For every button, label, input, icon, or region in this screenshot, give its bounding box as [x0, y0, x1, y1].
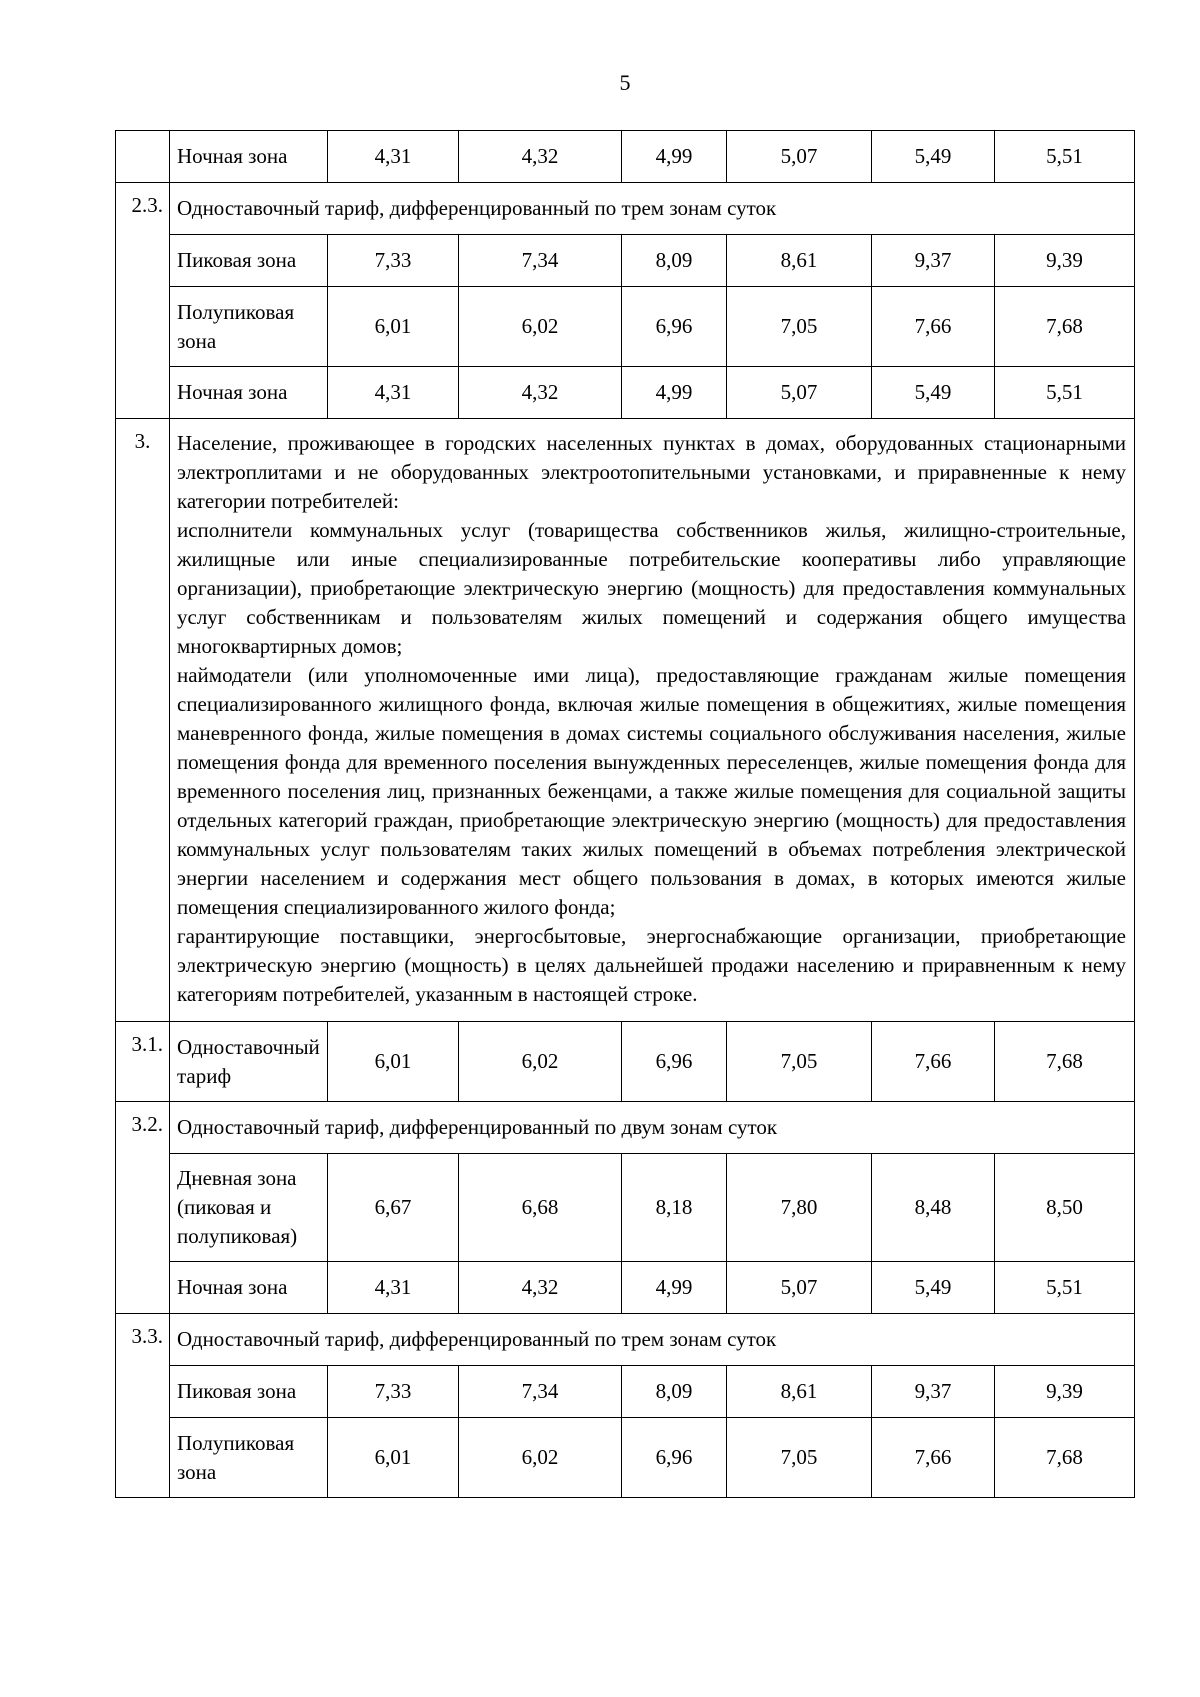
value-cell: 7,66 [872, 1022, 995, 1102]
section-title: Одноставочный тариф, дифференцированный по трем зонам суток [170, 183, 1135, 235]
description-paragraph: наймодатели (или уполномоченные ими лица), предоставляющие гражданам жилые помещения специализированного жилищного фонда, включая жилые помещения в общежитиях, жилые помещения маневренного фонда, жилые помещения в домах системы социального обслуживания населения, жилые помещения фонда для временного поселения вынужденных переселенцев, жилые помещения фонда для временного поселения лиц, признанных беженцами, а также жилые помещения для социальной защиты отдельных категорий граждан, приобретающие электрическую энергию (мощность) для предоставления коммунальных услуг пользователям таких жилых помещений в объемах потребления электрической энергии населением и содержания мест общего пользования в домах, в которых имеются жилые помещения специализированного жилого фонда; [177, 663, 1126, 919]
value-cell: 4,99 [622, 1262, 727, 1314]
row-label: Ночная зона [170, 367, 328, 419]
table-row [116, 1418, 1135, 1498]
value-cell: 9,39 [995, 1366, 1135, 1418]
value-cell: 6,96 [622, 1418, 727, 1498]
value-cell: 4,32 [459, 131, 622, 183]
row-label: Пиковая зона [170, 1366, 328, 1418]
value-cell: 6,96 [622, 287, 727, 367]
value-cell: 9,37 [872, 235, 995, 287]
value-cell: 5,51 [995, 1262, 1135, 1314]
value-cell: 6,02 [459, 287, 622, 367]
value-cell: 6,02 [459, 1418, 622, 1498]
value-cell: 7,68 [995, 287, 1135, 367]
section-description-row [116, 419, 1135, 1022]
table-row [116, 1366, 1135, 1418]
row-label: Ночная зона [170, 1262, 328, 1314]
value-cell: 4,99 [622, 131, 727, 183]
value-cell: 5,49 [872, 1262, 995, 1314]
value-cell: 6,01 [328, 1418, 459, 1498]
value-cell: 7,33 [328, 235, 459, 287]
section-header-row [116, 1314, 1135, 1366]
row-number: 3. [116, 419, 170, 1022]
section-title: Одноставочный тариф, дифференцированный по трем зонам суток [170, 1314, 1135, 1366]
value-cell: 8,50 [995, 1154, 1135, 1262]
value-cell: 7,68 [995, 1022, 1135, 1102]
description-paragraph: Население, проживающее в городских населенных пунктах в домах, оборудованных стационарными электроплитами и не оборудованных электроотопительными установками, и приравненные к нему категории потребителей: [177, 431, 1126, 513]
row-number: 2.3. [116, 183, 170, 419]
value-cell: 4,31 [328, 367, 459, 419]
value-cell: 7,33 [328, 1366, 459, 1418]
description-paragraph: гарантирующие поставщики, энергосбытовые, энергоснабжающие организации, приобретающие электрическую энергию (мощность) в целях дальнейшей продажи населению и приравненным к нему категориям потребителей, указанным в настоящей строке. [177, 924, 1126, 1006]
row-number: 3.2. [116, 1102, 170, 1314]
tariff-table-container [115, 130, 1135, 1498]
value-cell: 7,05 [727, 1022, 872, 1102]
value-cell: 5,07 [727, 1262, 872, 1314]
row-number: 3.1. [116, 1022, 170, 1102]
table-row [116, 367, 1135, 419]
table-row [116, 131, 1135, 183]
row-number: 3.3. [116, 1314, 170, 1498]
value-cell: 8,61 [727, 1366, 872, 1418]
value-cell: 4,32 [459, 1262, 622, 1314]
value-cell: 5,49 [872, 367, 995, 419]
page-number: 5 [619, 70, 631, 95]
row-label: Дневная зона (пиковая и полупиковая) [170, 1154, 328, 1262]
section-header-row [116, 1102, 1135, 1154]
section-title: Одноставочный тариф, дифференцированный по двум зонам суток [170, 1102, 1135, 1154]
value-cell: 6,01 [328, 1022, 459, 1102]
value-cell: 5,49 [872, 131, 995, 183]
table-row [116, 287, 1135, 367]
value-cell: 6,67 [328, 1154, 459, 1262]
value-cell: 4,32 [459, 367, 622, 419]
value-cell: 6,68 [459, 1154, 622, 1262]
table-row [116, 1262, 1135, 1314]
value-cell: 6,01 [328, 287, 459, 367]
section-header-row [116, 183, 1135, 235]
value-cell: 8,61 [727, 235, 872, 287]
section-description [170, 419, 1135, 1022]
value-cell: 7,05 [727, 287, 872, 367]
table-row [116, 235, 1135, 287]
value-cell: 9,39 [995, 235, 1135, 287]
value-cell: 5,07 [727, 131, 872, 183]
value-cell: 7,66 [872, 287, 995, 367]
value-cell: 6,02 [459, 1022, 622, 1102]
value-cell: 4,31 [328, 131, 459, 183]
value-cell: 9,37 [872, 1366, 995, 1418]
row-label: Одноставочный тариф [170, 1022, 328, 1102]
table-row [116, 1022, 1135, 1102]
value-cell: 5,07 [727, 367, 872, 419]
value-cell: 4,31 [328, 1262, 459, 1314]
value-cell: 5,51 [995, 367, 1135, 419]
value-cell: 8,09 [622, 1366, 727, 1418]
tariff-table [115, 130, 1135, 1498]
value-cell: 4,99 [622, 367, 727, 419]
description-paragraph: исполнители коммунальных услуг (товарищества собственников жилья, жилищно-строительные, жилищные или иные специализированные потребительские кооперативы либо управляющие организации), приобретающие электрическую энергию (мощность) для предоставления коммунальных услуг собственникам и пользователям жилых помещений и содержания общего имущества многоквартирных домов; [177, 518, 1126, 658]
row-number [116, 131, 170, 183]
value-cell: 7,80 [727, 1154, 872, 1262]
value-cell: 7,05 [727, 1418, 872, 1498]
value-cell: 8,09 [622, 235, 727, 287]
row-label: Ночная зона [170, 131, 328, 183]
value-cell: 8,48 [872, 1154, 995, 1262]
value-cell: 7,68 [995, 1418, 1135, 1498]
value-cell: 6,96 [622, 1022, 727, 1102]
value-cell: 8,18 [622, 1154, 727, 1262]
value-cell: 7,34 [459, 1366, 622, 1418]
row-label: Полупиковая зона [170, 1418, 328, 1498]
table-row [116, 1154, 1135, 1262]
row-label: Пиковая зона [170, 235, 328, 287]
row-label: Полупиковая зона [170, 287, 328, 367]
value-cell: 7,34 [459, 235, 622, 287]
value-cell: 5,51 [995, 131, 1135, 183]
value-cell: 7,66 [872, 1418, 995, 1498]
